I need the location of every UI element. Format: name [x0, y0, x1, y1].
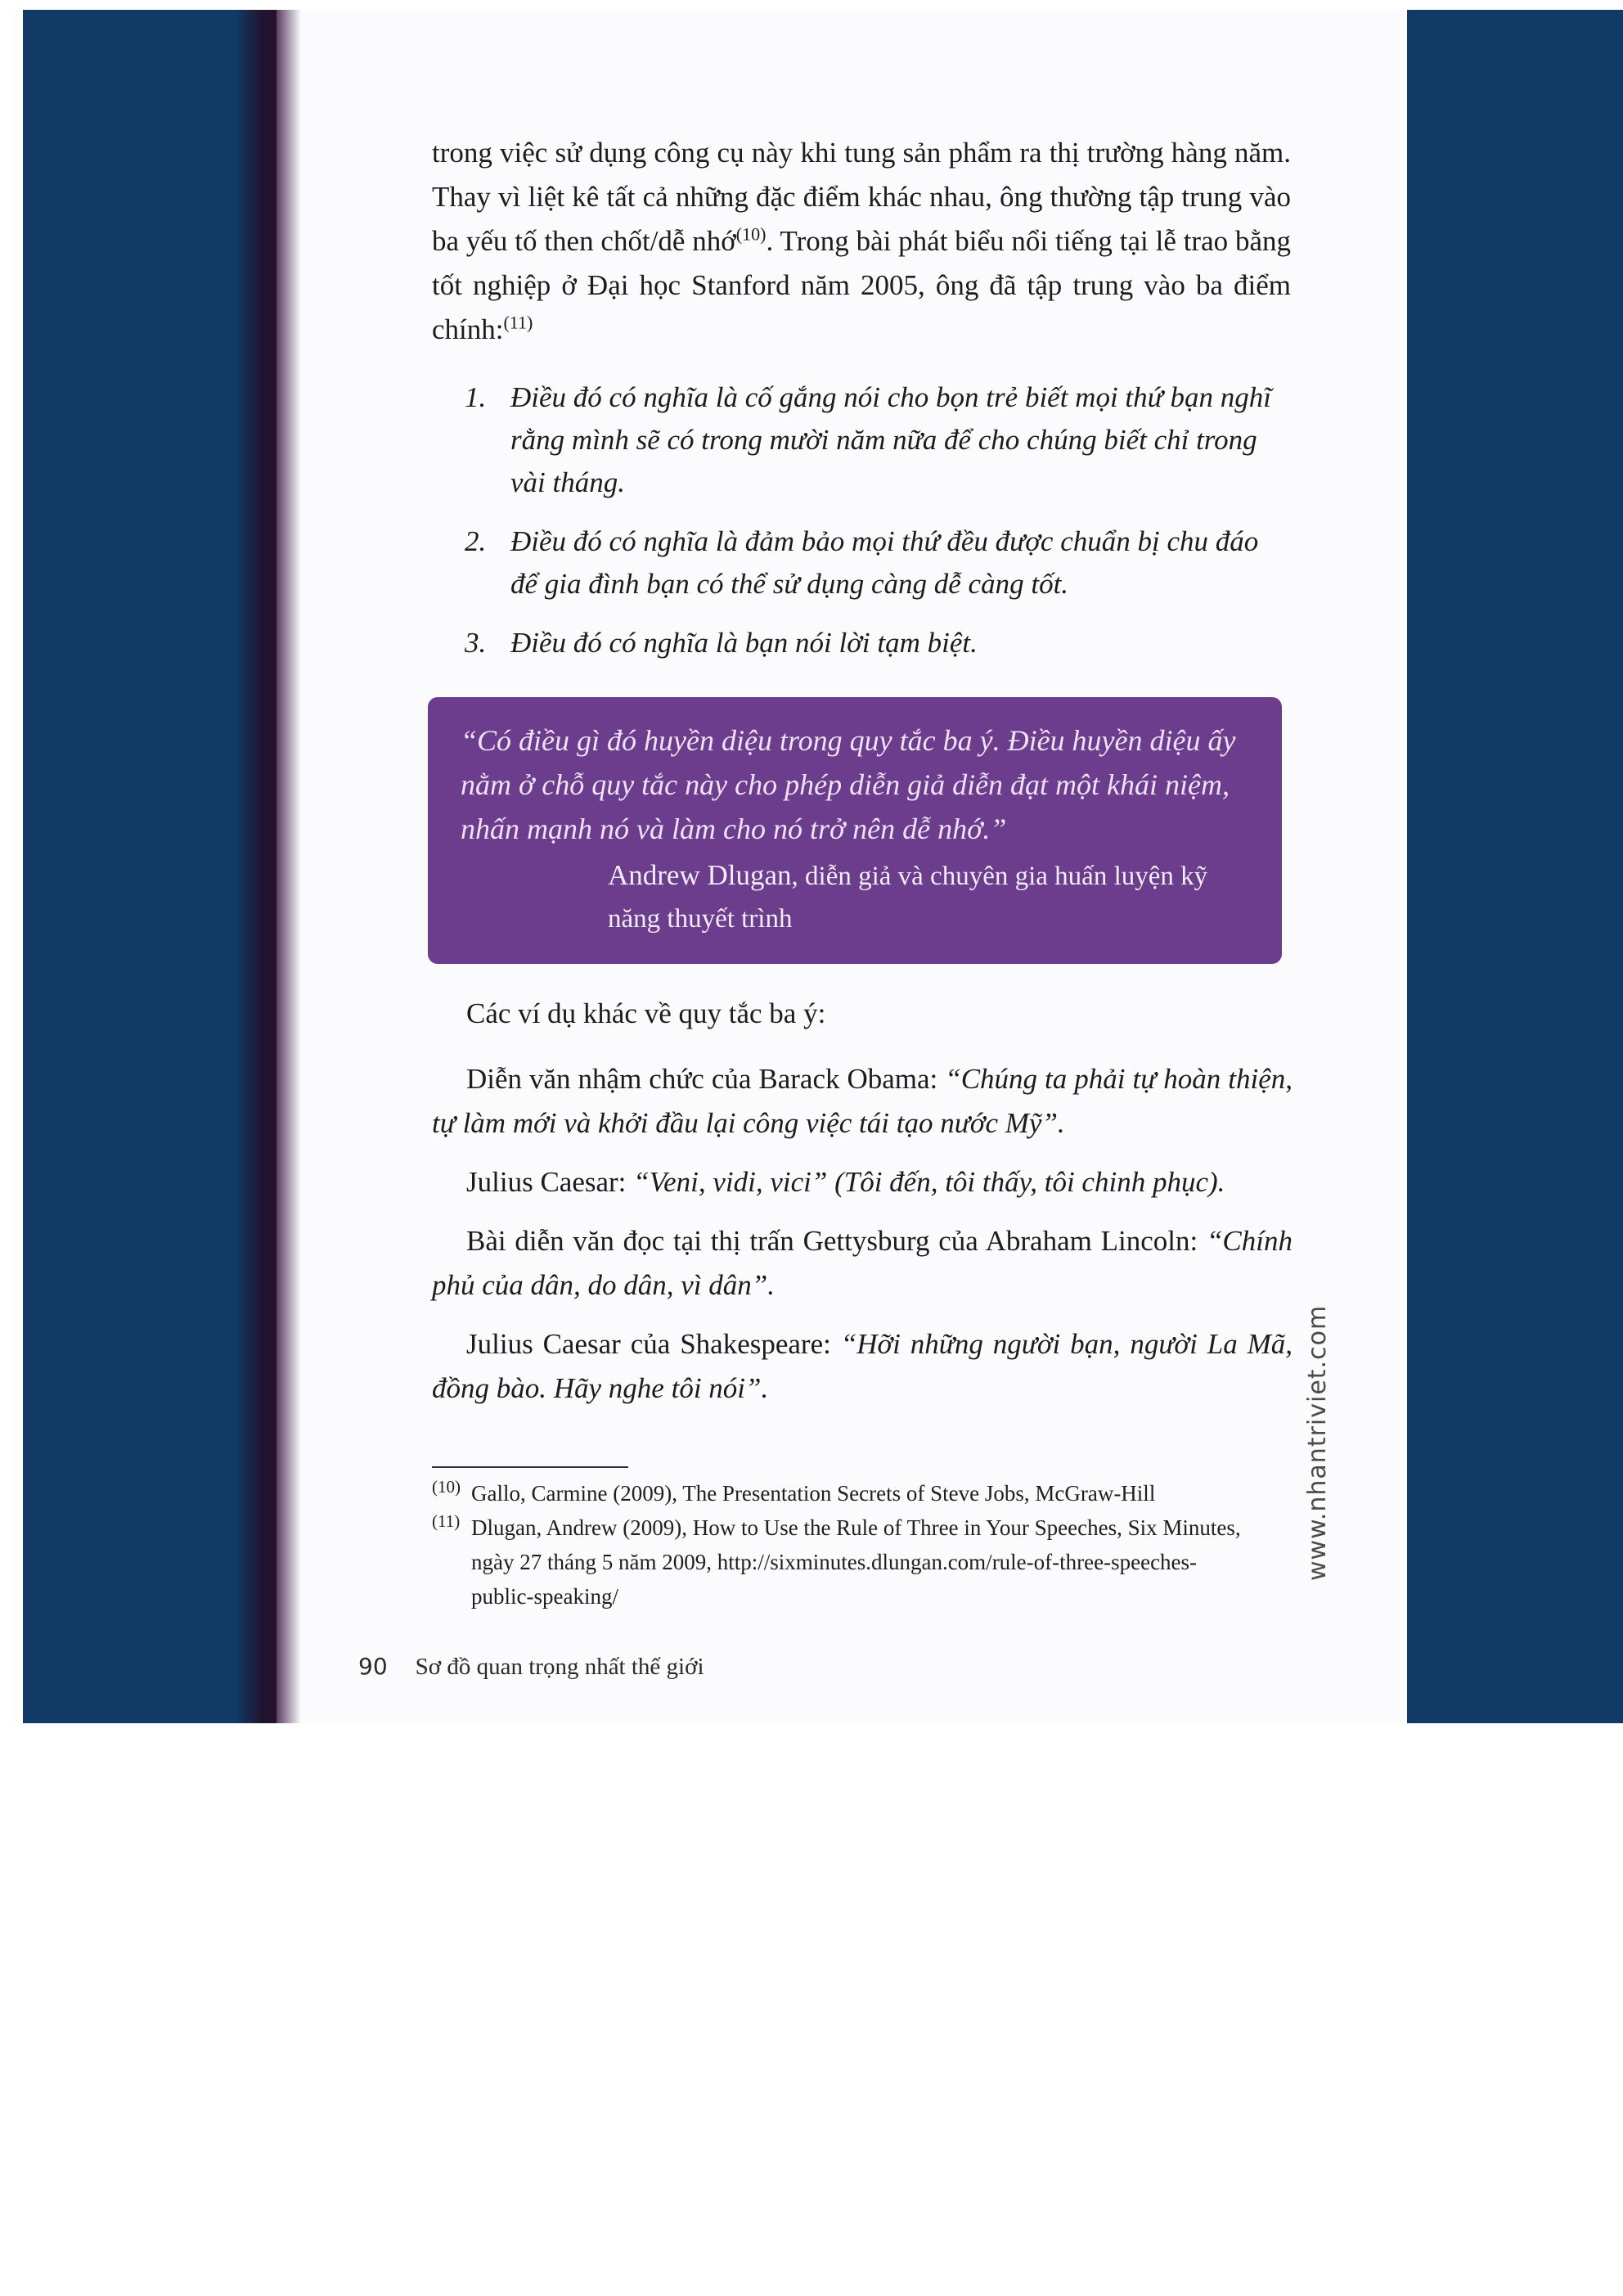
footnote-ref-11[interactable]: (11) [503, 312, 533, 333]
book-page [276, 10, 1407, 1723]
quote-attribution [608, 854, 1249, 940]
example-lead: Bài diễn văn đọc tại thị trấn Gettysburg của Abraham Lincoln: [466, 1225, 1207, 1257]
example-item [432, 1219, 1293, 1308]
examples-title: Các ví dụ khác về quy tắc ba ý: [466, 997, 826, 1029]
footnote-divider [432, 1466, 628, 1468]
page-number: 90 [358, 1653, 388, 1680]
footnote-mark: (10) [432, 1477, 461, 1497]
publisher-url[interactable]: www.nhantriviet.com [1303, 1304, 1332, 1581]
example-lead: Julius Caesar của Shakespeare: [466, 1328, 841, 1360]
page-footer [358, 1653, 704, 1681]
example-item [432, 1160, 1293, 1204]
list-number: 1. [465, 381, 487, 413]
quote-author-role: , diễn giả và chuyên gia huấn luyện kỹ năng thuyết trình [608, 862, 1208, 934]
list-text: Điều đó có nghĩa là bạn nói lời tạm biệt. [510, 627, 978, 659]
list-number: 3. [465, 627, 487, 659]
footnote-mark: (11) [432, 1511, 461, 1531]
example-quote: “Veni, vidi, vici” (Tôi đến, tôi thấy, tôi chinh phục). [633, 1166, 1225, 1198]
footnote-text[interactable]: Dlugan, Andrew (2009), How to Use the Rule of Three in Your Speeches, Six Minutes, ngày 27 tháng 5 năm 2009, http://sixminutes.dlungan.com/rule-of-three-speeches-public-speaking/ [471, 1515, 1241, 1609]
intro-text-b: . Trong bài phát biểu nổi tiếng tại lễ trao bằng tốt nghiệp ở Đại học Stanford năm 2005, ông đã tập trung vào ba điểm chính: [432, 225, 1291, 345]
example-quote: “Chính phủ của dân, do dân, vì dân”. [432, 1225, 1293, 1301]
intro-paragraph [432, 131, 1291, 352]
pull-quote-box [428, 697, 1282, 964]
example-lead: Julius Caesar: [466, 1166, 634, 1198]
quote-author: Andrew Dlugan [608, 859, 792, 891]
numbered-list [465, 376, 1293, 681]
example-quote: “Chúng ta phải tự hoàn thiện, tự làm mới và khởi đầu lại công việc tái tạo nước Mỹ”. [432, 1063, 1293, 1139]
list-text: Điều đó có nghĩa là đảm bảo mọi thứ đều được chuẩn bị chu đáo để gia đình bạn có thể sử dụng càng dễ càng tốt. [510, 525, 1259, 600]
example-item [432, 1057, 1293, 1146]
example-item [432, 1322, 1293, 1411]
example-lead: Diễn văn nhậm chức của Barack Obama: [466, 1063, 946, 1095]
list-item [465, 520, 1293, 606]
gutter-shadow [276, 10, 301, 1723]
list-text: Điều đó có nghĩa là cố gắng nói cho bọn trẻ biết mọi thứ bạn nghĩ rằng mình sẽ có trong mười năm nữa để cho chúng biết chỉ trong vài tháng. [510, 381, 1271, 498]
footnote-text: Gallo, Carmine (2009), The Presentation Secrets of Steve Jobs, McGraw-Hill [471, 1481, 1156, 1506]
intro-text-a: trong việc sử dụng công cụ này khi tung sản phẩm ra thị trường hàng năm. Thay vì liệt kê tất cả những đặc điểm khác nhau, ông thường tập trung vào ba yếu tố then chốt/dễ nhớ [432, 137, 1291, 257]
footnote-item [432, 1476, 1258, 1510]
examples-section [432, 992, 1293, 1425]
footnote-ref-10[interactable]: (10) [735, 223, 767, 245]
footnote-item [432, 1510, 1258, 1614]
list-number: 2. [465, 525, 487, 557]
scanned-spread [23, 10, 1623, 1723]
footnotes [432, 1476, 1258, 1614]
list-item [465, 622, 1293, 664]
list-item [465, 376, 1293, 504]
example-quote: “Hỡi những người bạn, người La Mã, đồng bào. Hãy nghe tôi nói”. [432, 1328, 1293, 1404]
running-title: Sơ đồ quan trọng nhất thế giới [415, 1654, 704, 1680]
quote-text: “Có điều gì đó huyền diệu trong quy tắc ba ý. Điều huyền diệu ấy nằm ở chỗ quy tắc này cho phép diễn giả diễn đạt một khái niệm, nhấn mạnh nó và làm cho nó trở nên dễ nhớ.” [461, 724, 1236, 845]
